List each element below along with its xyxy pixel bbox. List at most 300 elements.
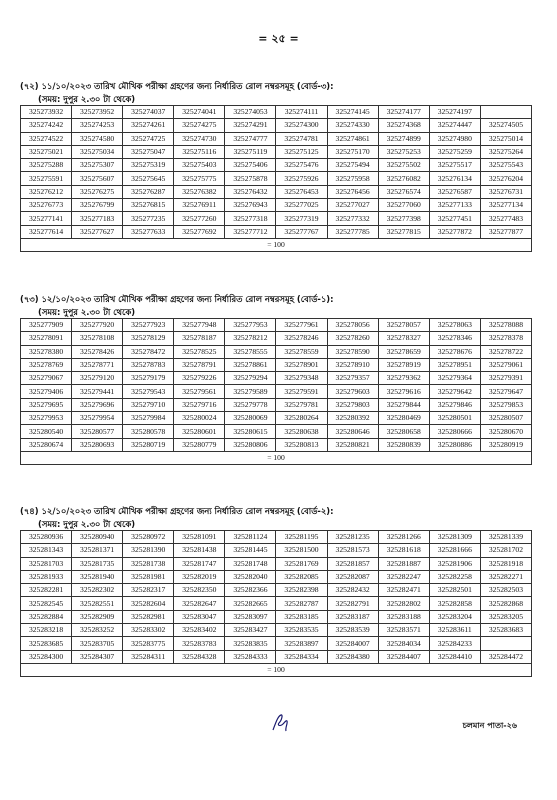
- roll-number-cell: 325281343: [21, 544, 72, 557]
- roll-number-cell: 325275253: [378, 145, 429, 158]
- roll-number-cell: 325274861: [327, 132, 378, 145]
- roll-number-cell: 325278910: [327, 358, 378, 371]
- roll-number-cell: 325276453: [276, 185, 327, 198]
- roll-number-cell: 325277815: [378, 225, 429, 238]
- roll-number-cell: 325280540: [21, 425, 72, 438]
- roll-number-cell: 325282271: [480, 570, 531, 583]
- roll-number-cell: 325283611: [429, 624, 480, 637]
- roll-number-cell: 325277235: [123, 212, 174, 225]
- roll-number-cell: 325278057: [378, 319, 429, 332]
- roll-number-cell: 325281266: [378, 531, 429, 544]
- roll-number-cell: 325281887: [378, 557, 429, 570]
- roll-number-cell: 325279953: [21, 412, 72, 425]
- roll-number-cell: 325274368: [378, 119, 429, 132]
- roll-number-cell: 325281390: [123, 544, 174, 557]
- roll-number-cell: 325282432: [327, 584, 378, 597]
- roll-number-cell: 325280024: [174, 412, 225, 425]
- roll-number-cell: 325275494: [327, 159, 378, 172]
- roll-number-cell: 325283097: [225, 610, 276, 623]
- roll-number-cell: 325277260: [174, 212, 225, 225]
- roll-number-cell: 325276574: [378, 185, 429, 198]
- roll-number-table: [20, 318, 532, 465]
- roll-number-cell: 325279844: [378, 398, 429, 411]
- roll-number-cell: 325274253: [72, 119, 123, 132]
- roll-number-cell: 325274447: [429, 119, 480, 132]
- roll-number-cell: 325275288: [21, 159, 72, 172]
- table-row: [21, 332, 532, 345]
- roll-number-cell: 325280264: [276, 412, 327, 425]
- roll-number-cell: 325281747: [174, 557, 225, 570]
- roll-number-cell: 325277614: [21, 225, 72, 238]
- roll-number-cell: 325275958: [327, 172, 378, 185]
- roll-number-cell: 325278327: [378, 332, 429, 345]
- continued-label: চলমান পাতা-২৬: [462, 721, 517, 730]
- roll-number-cell: 325279984: [123, 412, 174, 425]
- roll-number-cell: 325282858: [429, 597, 480, 610]
- roll-number-cell: 325279226: [174, 372, 225, 385]
- table-row: [21, 345, 532, 358]
- roll-number-cell: 325282258: [429, 570, 480, 583]
- roll-number-cell: 325280813: [276, 438, 327, 451]
- roll-number-cell: 325279067: [21, 372, 72, 385]
- roll-number-cell: 325277712: [225, 225, 276, 238]
- roll-number-cell: 325279778: [225, 398, 276, 411]
- roll-number-cell: 325278346: [429, 332, 480, 345]
- roll-number-cell: 325276731: [480, 185, 531, 198]
- roll-number-cell: 325274053: [225, 106, 276, 119]
- roll-number-cell: 325279616: [378, 385, 429, 398]
- roll-number-cell: 325284328: [174, 650, 225, 663]
- roll-number-cell: 325283535: [276, 624, 327, 637]
- roll-number-cell: 325274145: [327, 106, 378, 119]
- table-row: [21, 597, 532, 610]
- roll-number-cell: 325280601: [174, 425, 225, 438]
- total-row: [21, 451, 532, 464]
- roll-number-cell: 325283897: [276, 637, 327, 650]
- roll-number-cell: 325282471: [378, 584, 429, 597]
- table-row: [21, 106, 532, 119]
- section-title: (৭২) ১১/১০/২০২৩ তারিখ মৌখিক পরীক্ষা গ্রহণের জন্য নির্ধারিত রোল নম্বরসমূহ (বোর্ড-৩):: [20, 81, 334, 91]
- roll-number-cell: 325280469: [378, 412, 429, 425]
- roll-number-cell: 325279954: [72, 412, 123, 425]
- roll-number-cell: 325279391: [480, 372, 531, 385]
- roll-number-cell: 325278769: [21, 358, 72, 371]
- roll-number-cell: 325273952: [72, 106, 123, 119]
- roll-number-cell: 325281666: [429, 544, 480, 557]
- roll-number-cell: 325277877: [480, 225, 531, 238]
- roll-number-cell: 325281857: [327, 557, 378, 570]
- roll-number-cell: 325275406: [225, 159, 276, 172]
- roll-number-cell: 325277633: [123, 225, 174, 238]
- roll-number-cell: 325277451: [429, 212, 480, 225]
- roll-number-cell: 325279647: [480, 385, 531, 398]
- roll-number-cell: 325277767: [276, 225, 327, 238]
- roll-number-cell: 325283835: [225, 637, 276, 650]
- roll-number-cell: 325282040: [225, 570, 276, 583]
- roll-number-cell: 325276456: [327, 185, 378, 198]
- total-row: [21, 238, 532, 251]
- table-row: [21, 412, 532, 425]
- table-row: [21, 557, 532, 570]
- roll-number-cell: 325282884: [21, 610, 72, 623]
- roll-number-cell: 325280666: [429, 425, 480, 438]
- roll-number-cell: 325282281: [21, 584, 72, 597]
- roll-number-cell: 325282085: [276, 570, 327, 583]
- roll-number-cell: 325279348: [276, 372, 327, 385]
- roll-number-cell: 325280779: [174, 438, 225, 451]
- roll-number-cell: 325281235: [327, 531, 378, 544]
- roll-number-cell: 325274041: [174, 106, 225, 119]
- roll-number-cell: 325279642: [429, 385, 480, 398]
- roll-number-cell: 325276815: [123, 199, 174, 212]
- roll-number-cell: 325275476: [276, 159, 327, 172]
- roll-number-cell: 325280886: [429, 438, 480, 451]
- roll-number-cell: 325281906: [429, 557, 480, 570]
- roll-number-cell: 325283783: [174, 637, 225, 650]
- roll-number-cell: 325274777: [225, 132, 276, 145]
- roll-number-cell: 325282665: [225, 597, 276, 610]
- roll-number-cell: 325274300: [276, 119, 327, 132]
- roll-number-cell: 325275319: [123, 159, 174, 172]
- roll-number-cell: 325282366: [225, 584, 276, 597]
- roll-number-cell: 325278187: [174, 332, 225, 345]
- roll-number-cell: 325279591: [276, 385, 327, 398]
- table-row: [21, 358, 532, 371]
- roll-number-cell: 325275021: [21, 145, 72, 158]
- roll-number-cell: 325279846: [429, 398, 480, 411]
- roll-number-cell: 325275517: [429, 159, 480, 172]
- roll-number-cell: 325281438: [174, 544, 225, 557]
- roll-number-cell: 325279362: [378, 372, 429, 385]
- roll-number-cell: 325274177: [378, 106, 429, 119]
- roll-number-cell: 325282787: [276, 597, 327, 610]
- roll-number-cell: 325280674: [21, 438, 72, 451]
- roll-number-cell: 325281573: [327, 544, 378, 557]
- roll-number-cell: 325282551: [72, 597, 123, 610]
- roll-number-cell: 325284311: [123, 650, 174, 663]
- roll-number-cell: 325277027: [327, 199, 378, 212]
- roll-number-cell: 325280392: [327, 412, 378, 425]
- section-time: (সময়: দুপুর ২.৩০ টা থেকে): [38, 519, 136, 529]
- roll-number-cell: 325281091: [174, 531, 225, 544]
- table-row: [21, 172, 532, 185]
- roll-number-cell: 325276212: [21, 185, 72, 198]
- roll-number-cell: 325284300: [21, 650, 72, 663]
- table-row: [21, 610, 532, 623]
- roll-number-cell: 325279853: [480, 398, 531, 411]
- roll-number-cell: 325281309: [429, 531, 480, 544]
- roll-number-cell: 325282647: [174, 597, 225, 610]
- roll-number-cell: 325279710: [123, 398, 174, 411]
- roll-number-cell: 325279179: [123, 372, 174, 385]
- roll-number-cell: 325278108: [72, 332, 123, 345]
- table-row: [21, 650, 532, 663]
- roll-number-cell: 325280839: [378, 438, 429, 451]
- roll-number-cell: 325283705: [72, 637, 123, 650]
- roll-number-cell: 325283188: [378, 610, 429, 623]
- roll-number-cell: 325277872: [429, 225, 480, 238]
- roll-number-cell: 325275775: [174, 172, 225, 185]
- roll-number-cell: 325276799: [72, 199, 123, 212]
- roll-number-cell: 325278212: [225, 332, 276, 345]
- roll-number-cell: 325278091: [21, 332, 72, 345]
- roll-number-cell: 325279406: [21, 385, 72, 398]
- roll-number-cell: 325278590: [327, 345, 378, 358]
- roll-number-cell: 325275607: [72, 172, 123, 185]
- roll-number-cell: 325281748: [225, 557, 276, 570]
- roll-number-cell: 325278426: [72, 345, 123, 358]
- table-row: [21, 398, 532, 411]
- roll-number-cell: 325274242: [21, 119, 72, 132]
- roll-number-cell: 325283427: [225, 624, 276, 637]
- roll-number-cell: 325283218: [21, 624, 72, 637]
- roll-number-cell: 325284233: [429, 637, 480, 650]
- roll-number-table: [20, 530, 532, 677]
- roll-number-cell: 325278771: [72, 358, 123, 371]
- table-row: [21, 372, 532, 385]
- roll-number-cell: 325281195: [276, 531, 327, 544]
- roll-number-cell: 325283571: [378, 624, 429, 637]
- roll-number-cell: 325277318: [225, 212, 276, 225]
- roll-number-cell: 325277923: [123, 319, 174, 332]
- roll-number-cell: 325275307: [72, 159, 123, 172]
- roll-number-cell: [480, 106, 531, 119]
- roll-number-cell: 325280507: [480, 412, 531, 425]
- roll-number-cell: 325275591: [21, 172, 72, 185]
- roll-number-cell: 325282503: [480, 584, 531, 597]
- roll-number-cell: 325280670: [480, 425, 531, 438]
- page-number: = ২৫ =: [258, 32, 299, 45]
- roll-number-cell: 325274580: [72, 132, 123, 145]
- roll-number-cell: 325278260: [327, 332, 378, 345]
- roll-number-cell: 325275034: [72, 145, 123, 158]
- roll-number-cell: 325276587: [429, 185, 480, 198]
- roll-number-cell: 325282398: [276, 584, 327, 597]
- roll-number-cell: 325283775: [123, 637, 174, 650]
- roll-number-cell: 325281124: [225, 531, 276, 544]
- roll-section-72: [20, 80, 532, 252]
- roll-number-cell: 325282791: [327, 597, 378, 610]
- roll-number-cell: 325278783: [123, 358, 174, 371]
- roll-number-cell: 325274522: [21, 132, 72, 145]
- roll-number-cell: 325279695: [21, 398, 72, 411]
- roll-number-cell: 325282981: [123, 610, 174, 623]
- roll-number-cell: 325280578: [123, 425, 174, 438]
- roll-number-cell: 325274899: [378, 132, 429, 145]
- roll-number-cell: 325279716: [174, 398, 225, 411]
- roll-number-cell: 325275878: [225, 172, 276, 185]
- roll-number-cell: 325274725: [123, 132, 174, 145]
- roll-number-cell: 325279294: [225, 372, 276, 385]
- roll-number-cell: 325283683: [480, 624, 531, 637]
- roll-number-cell: 325280638: [276, 425, 327, 438]
- roll-number-cell: 325279364: [429, 372, 480, 385]
- roll-number-cell: 325277398: [378, 212, 429, 225]
- roll-number-cell: 325276287: [123, 185, 174, 198]
- roll-number-cell: 325278861: [225, 358, 276, 371]
- roll-number-cell: 325280940: [72, 531, 123, 544]
- roll-section-73: [20, 293, 532, 465]
- roll-number-cell: 325280821: [327, 438, 378, 451]
- table-row: [21, 584, 532, 597]
- roll-number-cell: 325274781: [276, 132, 327, 145]
- roll-number-cell: 325279696: [72, 398, 123, 411]
- total-cell: = 100: [21, 451, 532, 464]
- roll-number-cell: 325284472: [480, 650, 531, 663]
- roll-number-cell: 325276275: [72, 185, 123, 198]
- roll-number-cell: 325277141: [21, 212, 72, 225]
- roll-number-cell: 325277332: [327, 212, 378, 225]
- roll-number-cell: 325277785: [327, 225, 378, 238]
- roll-number-cell: 325282350: [174, 584, 225, 597]
- roll-number-cell: 325275047: [123, 145, 174, 158]
- roll-number-cell: 325284380: [327, 650, 378, 663]
- roll-number-cell: 325274730: [174, 132, 225, 145]
- roll-number-cell: 325276382: [174, 185, 225, 198]
- roll-number-cell: 325283187: [327, 610, 378, 623]
- roll-number-cell: 325275014: [480, 132, 531, 145]
- table-row: [21, 319, 532, 332]
- section-time: (সময়: দুপুর ২.৩০ টা থেকে): [38, 307, 136, 317]
- roll-number-cell: 325275502: [378, 159, 429, 172]
- roll-number-cell: 325278088: [480, 319, 531, 332]
- table-row: [21, 185, 532, 198]
- roll-number-cell: 325277319: [276, 212, 327, 225]
- roll-number-cell: 325279543: [123, 385, 174, 398]
- roll-number-cell: 325280577: [72, 425, 123, 438]
- roll-number-cell: 325278951: [429, 358, 480, 371]
- roll-number-cell: 325278246: [276, 332, 327, 345]
- roll-number-cell: 325282019: [174, 570, 225, 583]
- roll-number-cell: 325278063: [429, 319, 480, 332]
- section-time: (সময়: দুপুর ২.৩০ টা থেকে): [38, 94, 136, 104]
- roll-number-cell: 325278129: [123, 332, 174, 345]
- roll-number-cell: 325283402: [174, 624, 225, 637]
- roll-number-cell: 325281940: [72, 570, 123, 583]
- signature-mark: [268, 712, 292, 734]
- table-row: [21, 385, 532, 398]
- roll-number-cell: 325279803: [327, 398, 378, 411]
- roll-number-cell: 325281735: [72, 557, 123, 570]
- total-row: [21, 663, 532, 676]
- roll-number-cell: 325277692: [174, 225, 225, 238]
- roll-number-cell: 325274291: [225, 119, 276, 132]
- roll-number-cell: 325275645: [123, 172, 174, 185]
- roll-number-cell: 325273932: [21, 106, 72, 119]
- roll-number-cell: 325277961: [276, 319, 327, 332]
- roll-number-cell: 325276134: [429, 172, 480, 185]
- table-row: [21, 199, 532, 212]
- roll-number-cell: 325276911: [174, 199, 225, 212]
- roll-number-cell: 325275119: [225, 145, 276, 158]
- roll-number-cell: 325276773: [21, 199, 72, 212]
- table-row: [21, 570, 532, 583]
- roll-number-cell: 325280719: [123, 438, 174, 451]
- roll-number-cell: 325278555: [225, 345, 276, 358]
- roll-number-cell: 325280806: [225, 438, 276, 451]
- roll-number-cell: 325280658: [378, 425, 429, 438]
- roll-number-cell: 325277183: [72, 212, 123, 225]
- roll-number-cell: 325281703: [21, 557, 72, 570]
- table-row: [21, 531, 532, 544]
- roll-number-cell: 325281981: [123, 570, 174, 583]
- table-row: [21, 212, 532, 225]
- roll-number-cell: 325278056: [327, 319, 378, 332]
- roll-number-cell: 325277134: [480, 199, 531, 212]
- roll-number-cell: 325275116: [174, 145, 225, 158]
- roll-number-cell: 325279357: [327, 372, 378, 385]
- roll-number-cell: 325280069: [225, 412, 276, 425]
- roll-number-cell: 325279120: [72, 372, 123, 385]
- roll-number-cell: 325281371: [72, 544, 123, 557]
- roll-number-cell: 325276432: [225, 185, 276, 198]
- roll-number-cell: 325275170: [327, 145, 378, 158]
- roll-number-cell: 325279589: [225, 385, 276, 398]
- roll-number-cell: 325282501: [429, 584, 480, 597]
- roll-number-cell: 325284034: [378, 637, 429, 650]
- roll-number-cell: 325281500: [276, 544, 327, 557]
- roll-number-cell: 325277920: [72, 319, 123, 332]
- roll-number-cell: 325284307: [72, 650, 123, 663]
- roll-number-cell: 325280972: [123, 531, 174, 544]
- roll-number-cell: 325277627: [72, 225, 123, 238]
- roll-number-cell: 325280693: [72, 438, 123, 451]
- table-row: [21, 425, 532, 438]
- roll-number-cell: 325283205: [480, 610, 531, 623]
- table-row: [21, 159, 532, 172]
- table-row: [21, 145, 532, 158]
- roll-number-cell: 325281769: [276, 557, 327, 570]
- roll-number-cell: 325278659: [378, 345, 429, 358]
- roll-number-cell: 325275264: [480, 145, 531, 158]
- roll-number-cell: 325278559: [276, 345, 327, 358]
- roll-number-cell: 325274330: [327, 119, 378, 132]
- roll-number-cell: 325276082: [378, 172, 429, 185]
- roll-number-cell: 325277025: [276, 199, 327, 212]
- roll-number-cell: 325281738: [123, 557, 174, 570]
- roll-number-cell: 325282087: [327, 570, 378, 583]
- roll-number-cell: 325279561: [174, 385, 225, 398]
- table-row: [21, 225, 532, 238]
- roll-number-cell: 325283047: [174, 610, 225, 623]
- total-cell: = 100: [21, 663, 532, 676]
- roll-number-cell: 325281933: [21, 570, 72, 583]
- roll-number-cell: 325282545: [21, 597, 72, 610]
- roll-number-cell: 325275259: [429, 145, 480, 158]
- roll-number-cell: 325284007: [327, 637, 378, 650]
- roll-number-cell: 325281918: [480, 557, 531, 570]
- roll-number-cell: 325279441: [72, 385, 123, 398]
- roll-number-cell: 325284410: [429, 650, 480, 663]
- roll-number-cell: 325283252: [72, 624, 123, 637]
- table-row: [21, 438, 532, 451]
- roll-number-cell: 325278378: [480, 332, 531, 345]
- roll-number-cell: 325282868: [480, 597, 531, 610]
- roll-number-cell: 325275926: [276, 172, 327, 185]
- roll-number-cell: 325277909: [21, 319, 72, 332]
- roll-number-cell: 325284407: [378, 650, 429, 663]
- roll-number-cell: 325284334: [276, 650, 327, 663]
- roll-number-cell: 325282604: [123, 597, 174, 610]
- roll-number-cell: 325282317: [123, 584, 174, 597]
- roll-number-cell: 325282302: [72, 584, 123, 597]
- roll-number-cell: 325279603: [327, 385, 378, 398]
- roll-number-table: [20, 105, 532, 252]
- roll-number-cell: 325280936: [21, 531, 72, 544]
- roll-number-cell: 325274980: [429, 132, 480, 145]
- roll-number-cell: 325278791: [174, 358, 225, 371]
- roll-number-cell: 325278380: [21, 345, 72, 358]
